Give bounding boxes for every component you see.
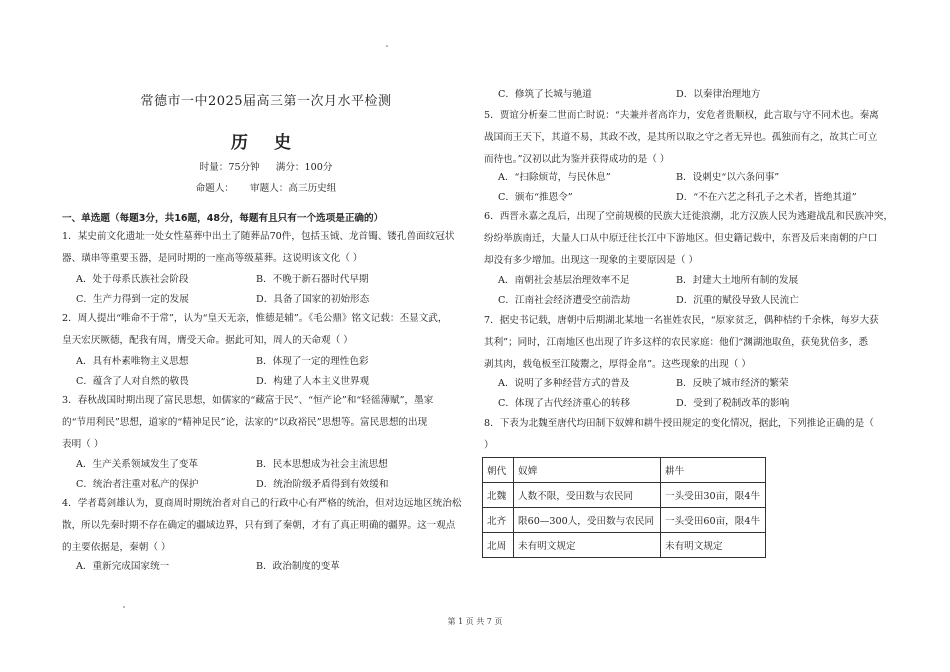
table-cell: 一头受田60亩，限4牛 xyxy=(661,508,766,533)
question-line: 表明（ ） xyxy=(62,439,104,450)
question-line: 5．贾谊分析秦二世而亡时说：“夫兼并者高诈力，安危者贵顺权，此言取与守不同术也。秦离 xyxy=(484,110,879,121)
q5-option-d: D．“不在六艺之科孔子之术者，皆绝其道” xyxy=(676,192,857,203)
q7-option-c: C．体现了古代经济重心的转移 xyxy=(498,398,631,409)
exam-authors xyxy=(62,180,470,194)
question-1 xyxy=(62,226,470,270)
q5-option-b: B．设刺史“以六条问事” xyxy=(676,172,780,183)
question-line: 1．某史前文化遗址一处女性墓葬中出土了随葬品70件，包括玉钺、龙首镯、镂孔兽面纹冠状 xyxy=(62,231,455,242)
q6-option-a: A．南朝社会基层治理效率不足 xyxy=(498,275,630,286)
table-cell: 未有明文规定 xyxy=(661,533,766,558)
q4-option-c: C．修筑了长城与驰道 xyxy=(498,89,592,100)
question-line: 却没有多少增加。出现这一现象的主要原因是（ ） xyxy=(484,255,699,266)
question-3 xyxy=(62,390,470,456)
table-row xyxy=(483,533,766,558)
q3-option-d: D．统治阶级矛盾得到有效缓和 xyxy=(256,479,389,490)
q2-option-a: A．具有朴素唯物主义思想 xyxy=(76,356,189,367)
q5-option-a: A．“扫除烦苛，与民休息” xyxy=(498,172,611,183)
question-7 xyxy=(484,310,894,376)
question-line: 纷纷举族南迁，大量人口从中原迁往长江中下游地区。但史籍记载中，东晋及后来南朝的户口 xyxy=(484,233,878,244)
q4-option-b: B．政治制度的变革 xyxy=(256,561,340,572)
table-cell: 人数不限，受田数与农民同 xyxy=(514,483,661,508)
exam-reviewer: 审题人：高三历史组 xyxy=(250,183,337,194)
exam-title: 常德市一中2025届高三第一次月水平检测 xyxy=(140,94,392,109)
question-2 xyxy=(62,308,470,352)
question-4 xyxy=(62,493,470,559)
q6-option-b: B．封建大土地所有制的发展 xyxy=(676,275,799,286)
question-line: 4．学者葛剑雄认为，夏商周时期统治者对自己的行政中心有严格的统治，但对边远地区统治松 xyxy=(62,498,462,509)
exam-score: 满分：100分 xyxy=(275,162,333,173)
table-header-cell: 奴婢 xyxy=(514,458,661,483)
page-footer: 第 1 页 共 7 页 xyxy=(447,617,503,626)
question-5 xyxy=(484,105,894,171)
question-line: 3．春秋战国时期出现了富民思想，如儒家的“藏富于民”、“恒产论”和“轻徭薄赋”，墨家 xyxy=(62,395,434,406)
table-cell: 北魏 xyxy=(483,483,514,508)
question-line: 8．下表为北魏至唐代均田制下奴婢和耕牛授田规定的变化情况，据此，下列推论正确的是（ xyxy=(484,418,874,429)
exam-meta xyxy=(62,159,470,173)
question-line: 而待也。”汉初以此为鉴并获得成功的是（ ） xyxy=(484,154,670,165)
table-cell: 北齐 xyxy=(483,508,514,533)
q6-option-c: C．江南社会经济遭受空前浩劫 xyxy=(498,295,631,306)
scan-speck-top xyxy=(386,45,388,47)
q2-option-d: D．构建了人本主义世界观 xyxy=(256,376,370,387)
q4-option-a: A．重新完成国家统一 xyxy=(76,561,170,572)
table-row xyxy=(483,483,766,508)
q7-option-a: A．说明了多种经营方式的普及 xyxy=(498,378,630,389)
q1-option-b: B．不晚于新石器时代早期 xyxy=(256,274,369,285)
question-line: 器、璜串等重要玉器，是同时期的一座高等级墓葬。这说明该文化（ ） xyxy=(62,253,363,264)
q3-option-b: B．民本思想成为社会主流思想 xyxy=(256,459,388,470)
table-row xyxy=(483,508,766,533)
question-line: ） xyxy=(484,440,494,451)
q3-option-a: A．生产关系领域发生了变革 xyxy=(76,459,199,470)
exam-time: 时量：75分钟 xyxy=(199,162,260,173)
question-line: 的“节用利民”思想，道家的“精神足民”论，法家的“以政裕民”思想等。富民思想的出现 xyxy=(62,417,428,428)
table-cell: 一头受田30亩，限4牛 xyxy=(661,483,766,508)
q4-option-d: D．以秦律治理地方 xyxy=(676,89,761,100)
q7-option-d: D．受到了税制改革的影响 xyxy=(676,398,790,409)
table-cell: 北周 xyxy=(483,533,514,558)
question-line: 散，所以先秦时期不存在确定的疆域边界，只有到了秦朝，才有了真正明确的疆界。这一观点 xyxy=(62,520,456,531)
subject-title: 历 史 xyxy=(231,133,301,153)
section-heading: 一、单选题（每题3分，共16题，48分，每题有且只有一个选项是正确的） xyxy=(62,213,384,224)
q3-option-c: C．统治者注重对私产的保护 xyxy=(76,479,199,490)
table-header-cell: 耕牛 xyxy=(661,458,766,483)
table-cell: 限60—300人，受田数与农民同 xyxy=(514,508,661,533)
question-6 xyxy=(484,206,894,272)
q2-option-b: B．体现了一定的理性色彩 xyxy=(256,356,369,367)
q5-option-c: C．颁布“推恩令” xyxy=(498,192,573,203)
q2-option-c: C．蕴含了人对自然的敬畏 xyxy=(76,376,189,387)
q1-option-c: C．生产力得到一定的发展 xyxy=(76,294,189,305)
question-8 xyxy=(484,413,894,457)
table-header-row xyxy=(483,458,766,483)
q7-option-b: B．反映了城市经济的繁荣 xyxy=(676,378,789,389)
question-line: 其利”；同时，江南地区也出现了许多这样的农民家庭：他们“渊湖池取鱼，获兔犹倍多，悉 xyxy=(484,337,868,348)
land-allocation-table xyxy=(482,457,766,558)
question-line: 剥其肉，载龟板至江陵鬻之，厚得金帛”。这些现象的出现（ ） xyxy=(484,359,751,370)
question-line: 战国而王天下，其道不易，其政不改，是其所以取之守之者无异也。孤独而有之，故其亡可立 xyxy=(484,132,878,143)
question-line: 的主要依据是，秦朝（ ） xyxy=(62,542,171,553)
exam-setter: 命题人： xyxy=(195,183,235,194)
scan-speck-bottom xyxy=(123,606,125,608)
question-line: 6．西晋永嘉之乱后，出现了空前规模的民族大迁徙浪潮，北方汉族人民为逃避战乱和民族冲突， xyxy=(484,211,894,222)
table-cell: 未有明文规定 xyxy=(514,533,661,558)
question-line: 7．据史书记载，唐朝中后期湖北某地一名崔姓农民，“原家贫乏，偶种桔约千余株，每岁大获 xyxy=(484,315,879,326)
question-line: 2．周人提出“唯命不于常”，认为“皇天无亲，惟德是辅”。《毛公鼎》铭文记载：丕显文武， xyxy=(62,313,448,324)
q1-option-d: D．具备了国家的初始形态 xyxy=(256,294,370,305)
q6-option-d: D．沉重的赋役导致人民流亡 xyxy=(676,295,799,306)
q1-option-a: A．处于母系氏族社会阶段 xyxy=(76,274,189,285)
table-header-cell: 朝代 xyxy=(483,458,514,483)
question-line: 皇天宏厌厥德，配我有周，膺受天命。据此可知，周人的天命观（ ） xyxy=(62,335,353,346)
